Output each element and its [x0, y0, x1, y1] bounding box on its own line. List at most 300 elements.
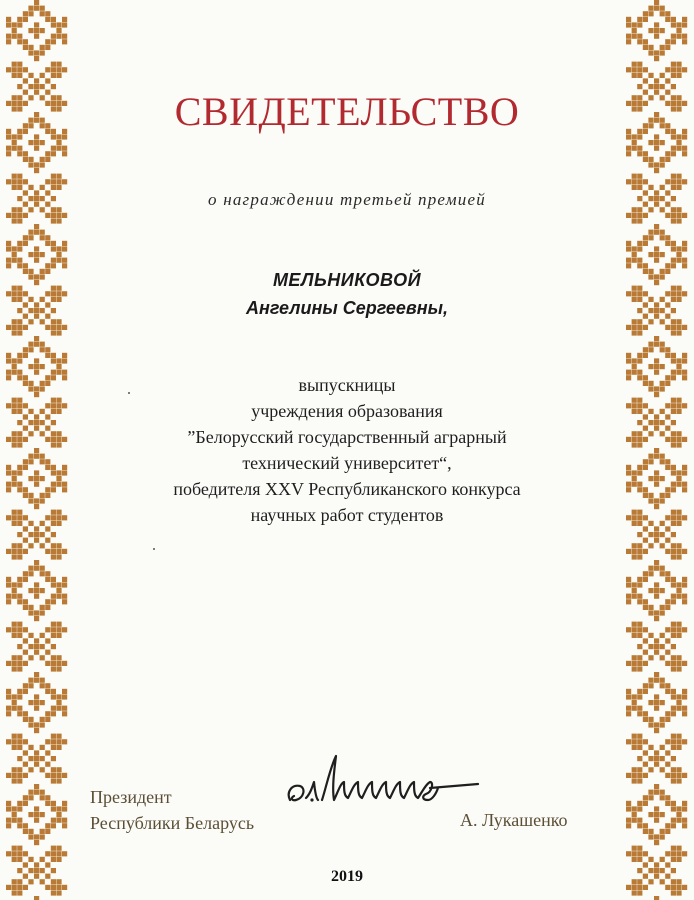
ornament-cell [51, 218, 56, 223]
ornament-cell [34, 190, 39, 195]
ornament-cell [665, 375, 670, 380]
ornament-cell [45, 11, 50, 16]
ornament-cell [671, 185, 676, 190]
ornament-cell [17, 846, 22, 851]
ornament-cell [637, 146, 642, 151]
ornament-cell [40, 274, 45, 279]
ornament-cell [12, 594, 17, 599]
ornament-cell [682, 851, 687, 856]
ornament-cell [56, 582, 61, 587]
ornament-cell [654, 504, 659, 509]
ornament-cell [654, 498, 659, 503]
ornament-cell [17, 34, 22, 39]
ornament-cell [671, 846, 676, 851]
description-line: ”Белорусский государственный аграрный [187, 427, 507, 447]
ornament-cell [40, 605, 45, 610]
ornament-cell [660, 678, 665, 683]
ornament-cell [34, 0, 39, 5]
ornament-cell [654, 650, 659, 655]
ornament-cell [34, 252, 39, 257]
ornament-cell [637, 465, 642, 470]
ornament-cell [28, 610, 33, 615]
ornament-cell [40, 532, 45, 537]
ornament-cell [28, 252, 33, 257]
ornament-cell [62, 599, 67, 604]
ornament-cell [23, 437, 28, 442]
ornament-cell [51, 420, 56, 425]
ornament-cell [51, 644, 56, 649]
ornament-cell [23, 353, 28, 358]
ornament-cell [23, 381, 28, 386]
ornament-cell [632, 812, 637, 817]
ornament-cell [648, 644, 653, 649]
ornament-cell [56, 370, 61, 375]
ornament-cell [637, 358, 642, 363]
ornament-cell [643, 213, 648, 218]
ornament-cell [34, 370, 39, 375]
ornament-cell [51, 207, 56, 212]
ornament-cell [6, 661, 11, 666]
ornament-cell [682, 246, 687, 251]
ornament-cell [51, 694, 56, 699]
ornament-cell [676, 213, 681, 218]
ornament-cell [626, 134, 631, 139]
ornament-cell [51, 319, 56, 324]
ornament-cell [682, 806, 687, 811]
ornament-cell [660, 381, 665, 386]
ornament-cell [17, 734, 22, 739]
ornament-cell [632, 588, 637, 593]
ornament-cell [632, 818, 637, 823]
ornament-cell [17, 594, 22, 599]
ornament-cell [40, 297, 45, 302]
ornament-cell [654, 426, 659, 431]
ornament-cell [660, 28, 665, 33]
ornament-cell [654, 246, 659, 251]
ornament-cell [17, 297, 22, 302]
ornament-cell [682, 711, 687, 716]
ornament-cell [665, 638, 670, 643]
ornament-cell [626, 806, 631, 811]
ornament-cell [637, 437, 642, 442]
ornament-cell [45, 403, 50, 408]
ornament-cell [28, 756, 33, 761]
ornament-cell [28, 386, 33, 391]
ornament-cell [12, 22, 17, 27]
ornament-cell [648, 879, 653, 884]
ornament-cell [665, 414, 670, 419]
ornament-cell [28, 11, 33, 16]
ornament-cell [660, 118, 665, 123]
ornament-cell [665, 750, 670, 755]
ornament-cell [62, 851, 67, 856]
ornament-cell [51, 308, 56, 313]
ornament-cell [28, 857, 33, 862]
ornament-cell [40, 633, 45, 638]
ornament-cell [34, 202, 39, 207]
ornament-cell [51, 213, 56, 218]
ornament-cell [51, 246, 56, 251]
ornament-cell [45, 801, 50, 806]
ornament-cell [637, 868, 642, 873]
ornament-cell [45, 263, 50, 268]
ornament-cell [671, 554, 676, 559]
ornament-cell [62, 291, 67, 296]
ornament-cell [676, 22, 681, 27]
ornament-cell [51, 101, 56, 106]
ornament-cell [45, 638, 50, 643]
ornament-cell [665, 683, 670, 688]
ornament-cell [51, 773, 56, 778]
ornament-cell [643, 711, 648, 716]
ornament-cell [648, 756, 653, 761]
ornament-cell [654, 392, 659, 397]
ornament-cell [632, 370, 637, 375]
ornament-cell [648, 297, 653, 302]
ornament-cell [643, 739, 648, 744]
ornament-cell [6, 706, 11, 711]
ornament-cell [23, 711, 28, 716]
ornament-cell [626, 818, 631, 823]
ornament-cell [665, 151, 670, 156]
ornament-cell [17, 207, 22, 212]
ornament-cell [648, 45, 653, 50]
ornament-cell [6, 689, 11, 694]
ornament-cell [45, 515, 50, 520]
ornament-cell [23, 549, 28, 554]
ornament-cell [654, 862, 659, 867]
ornament-cell [51, 291, 56, 296]
ornament-cell [34, 818, 39, 823]
ornament-cell [637, 510, 642, 515]
ornament-pattern-icon [6, 0, 68, 900]
ornament-cell [17, 353, 22, 358]
ornament-cell [12, 319, 17, 324]
ornament-cell [637, 398, 642, 403]
ornament-cell [6, 101, 11, 106]
ornament-cell [654, 336, 659, 341]
ornament-cell [665, 577, 670, 582]
ornament-cell [40, 454, 45, 459]
ornament-cell [17, 358, 22, 363]
ornament-cell [51, 778, 56, 783]
ornament-cell [6, 801, 11, 806]
ornament-cell [648, 409, 653, 414]
ornament-cell [40, 185, 45, 190]
ornament-cell [23, 213, 28, 218]
ornament-cell [17, 213, 22, 218]
ornament-cell [56, 549, 61, 554]
ornament-cell [626, 437, 631, 442]
ornament-cell [23, 90, 28, 95]
ornament-cell [671, 431, 676, 436]
ornament-cell [643, 78, 648, 83]
ornament-cell [676, 28, 681, 33]
ornament-cell [676, 622, 681, 627]
ornament-cell [62, 129, 67, 134]
ornament-cell [56, 661, 61, 666]
ornament-cell [28, 431, 33, 436]
ornament-cell [660, 834, 665, 839]
ornament-cell [676, 510, 681, 515]
ornament-cell [671, 398, 676, 403]
ornament-cell [654, 162, 659, 167]
ornament-cell [28, 342, 33, 347]
ornament-cell [40, 588, 45, 593]
ornament-cell [28, 745, 33, 750]
ornament-cell [632, 403, 637, 408]
ornament-cell [637, 482, 642, 487]
ornament-cell [676, 179, 681, 184]
ornament-cell [12, 185, 17, 190]
ornament-cell [660, 196, 665, 201]
ornament-cell [643, 605, 648, 610]
ornament-cell [626, 291, 631, 296]
ornament-cell [660, 644, 665, 649]
ornament-cell [23, 773, 28, 778]
ornament-cell [51, 510, 56, 515]
ornament-cell [23, 403, 28, 408]
ornament-cell [654, 678, 659, 683]
ornament-cell [12, 252, 17, 257]
ornament-cell [6, 465, 11, 470]
ornament-cell [23, 291, 28, 296]
ornament-cell [12, 370, 17, 375]
ornament-cell [648, 683, 653, 688]
ornament-cell [28, 459, 33, 464]
ornament-cell [643, 353, 648, 358]
ornament-cell [62, 739, 67, 744]
ornament-cell [6, 67, 11, 72]
ornament-cell [12, 745, 17, 750]
ornament-cell [648, 459, 653, 464]
ornament-cell [654, 750, 659, 755]
ornament-cell [23, 101, 28, 106]
description-line: учреждения образования [251, 401, 443, 421]
ornament-cell [23, 487, 28, 492]
ornament-cell [23, 515, 28, 520]
ornament-cell [637, 34, 642, 39]
ornament-cell [643, 269, 648, 274]
ornament-cell [671, 773, 676, 778]
ornament-cell [632, 146, 637, 151]
ornament-cell [51, 543, 56, 548]
ornament-cell [28, 678, 33, 683]
ornament-cell [643, 829, 648, 834]
ornament-cell [40, 207, 45, 212]
ornament-cell [660, 409, 665, 414]
ornament-cell [682, 437, 687, 442]
ornament-cell [34, 134, 39, 139]
ornament-cell [637, 846, 642, 851]
ornament-cell [12, 95, 17, 100]
ornament-cell [6, 129, 11, 134]
ornament-cell [12, 476, 17, 481]
ornament-cell [632, 521, 637, 526]
ornament-cell [665, 426, 670, 431]
ornament-cell [643, 638, 648, 643]
ornament-cell [665, 493, 670, 498]
ornament-cell [637, 818, 642, 823]
ornament-cell [34, 476, 39, 481]
ornament-cell [6, 151, 11, 156]
ornament-cell [637, 661, 642, 666]
ornament-cell [56, 622, 61, 627]
ornament-cell [28, 409, 33, 414]
ornament-cell [45, 549, 50, 554]
signatory-role-line-1: Президент [90, 787, 172, 807]
ornament-cell [637, 375, 642, 380]
ornament-cell [45, 67, 50, 72]
ornament-cell [665, 101, 670, 106]
ornament-cell [28, 829, 33, 834]
ornament-cell [17, 655, 22, 660]
ornament-cell [654, 84, 659, 89]
ornament-cell [45, 689, 50, 694]
ornament-cell [682, 599, 687, 604]
ornament-cell [654, 706, 659, 711]
ornament-cell [34, 532, 39, 537]
ornament-cell [17, 622, 22, 627]
ornament-cell [671, 818, 676, 823]
ornament-cell [51, 398, 56, 403]
ornament-cell [17, 767, 22, 772]
ornament-cell [643, 17, 648, 22]
ornament-cell [62, 706, 67, 711]
ornament-cell [660, 342, 665, 347]
ornament-cell [632, 252, 637, 257]
ornament-cell [12, 582, 17, 587]
ornament-cell [671, 549, 676, 554]
ornament-cell [23, 851, 28, 856]
ornament-cell [45, 795, 50, 800]
ornament-cell [626, 101, 631, 106]
ornament-cell [40, 678, 45, 683]
ornament-cell [17, 515, 22, 520]
ornament-cell [648, 28, 653, 33]
ornament-cell [637, 773, 642, 778]
ornament-cell [56, 543, 61, 548]
ornament-cell [671, 84, 676, 89]
ornament-cell [632, 62, 637, 67]
ornament-cell [51, 515, 56, 520]
ornament-cell [12, 297, 17, 302]
ornament-cell [17, 689, 22, 694]
ornament-cell [676, 745, 681, 750]
ornament-cell [40, 420, 45, 425]
ornament-cell [51, 594, 56, 599]
ornament-cell [23, 538, 28, 543]
ornament-cell [643, 851, 648, 856]
ornament-cell [637, 806, 642, 811]
ornament-cell [45, 773, 50, 778]
ornament-cell [654, 448, 659, 453]
ornament-cell [660, 420, 665, 425]
ornament-cell [23, 11, 28, 16]
signature-icon [282, 748, 482, 818]
ornament-cell [660, 655, 665, 660]
ornament-cell [56, 286, 61, 291]
ornament-cell [56, 364, 61, 369]
ornament-cell [45, 269, 50, 274]
ornament-cell [654, 34, 659, 39]
ornament-cell [676, 258, 681, 263]
ornament-cell [660, 454, 665, 459]
ornament-cell [51, 823, 56, 828]
ornament-cell [671, 17, 676, 22]
ornament-cell [6, 246, 11, 251]
ornament-cell [34, 274, 39, 279]
ornament-cell [643, 39, 648, 44]
ornament-cell [28, 274, 33, 279]
ornament-cell [56, 706, 61, 711]
ornament-cell [665, 235, 670, 240]
ornament-cell [28, 162, 33, 167]
ornament-cell [23, 795, 28, 800]
ornament-cell [676, 554, 681, 559]
ornament-cell [632, 806, 637, 811]
ornament-cell [34, 56, 39, 61]
ornament-cell [632, 140, 637, 145]
ornament-cell [660, 459, 665, 464]
ornament-cell [51, 868, 56, 873]
ornament-cell [665, 78, 670, 83]
ornament-cell [34, 896, 39, 900]
ornament-cell [17, 17, 22, 22]
ornament-cell [12, 403, 17, 408]
certificate-year: 2019 [331, 868, 363, 885]
ornament-cell [682, 129, 687, 134]
ornament-cell [648, 319, 653, 324]
ornament-cell [56, 62, 61, 67]
award-subtitle: о награждении третьей премией [208, 190, 486, 209]
ornament-cell [632, 34, 637, 39]
ornament-cell [17, 577, 22, 582]
ornament-cell [671, 129, 676, 134]
ornament-cell [676, 364, 681, 369]
ornament-cell [6, 291, 11, 296]
ornament-cell [45, 123, 50, 128]
ornament-cell [654, 274, 659, 279]
ornament-cell [56, 851, 61, 856]
ornament-cell [56, 179, 61, 184]
ornament-cell [626, 375, 631, 380]
ornament-cell [28, 532, 33, 537]
ornament-cell [40, 95, 45, 100]
certificate-title: СВИДЕТЕЛЬСТВО [174, 89, 520, 134]
ornament-cell [637, 95, 642, 100]
ornament-cell [665, 538, 670, 543]
ornament-cell [637, 101, 642, 106]
ornament-cell [676, 437, 681, 442]
ornament-cell [676, 106, 681, 111]
ornament-cell [660, 235, 665, 240]
ornament-cell [17, 101, 22, 106]
ornament-cell [34, 874, 39, 879]
ornament-cell [637, 263, 642, 268]
ornament-cell [40, 868, 45, 873]
ornament-cell [17, 778, 22, 783]
ornament-cell [637, 185, 642, 190]
ornament-cell [660, 566, 665, 571]
ornament-cell [17, 22, 22, 27]
ornament-cell [23, 269, 28, 274]
ornament-cell [643, 874, 648, 879]
ornament-cell [23, 493, 28, 498]
ornament-cell [23, 571, 28, 576]
ornament-cell [62, 577, 67, 582]
ornament-cell [6, 375, 11, 380]
